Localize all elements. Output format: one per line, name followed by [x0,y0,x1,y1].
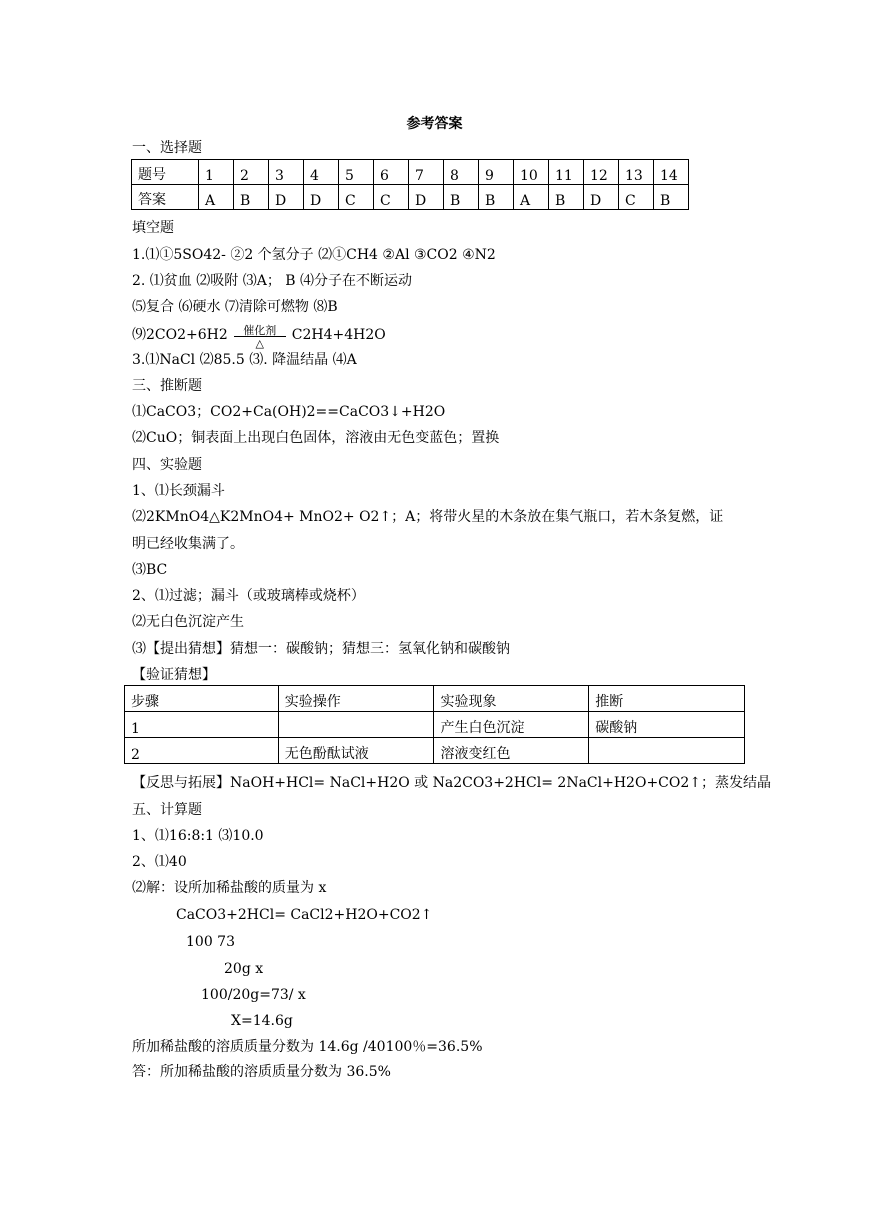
verify-table-cell [278,712,434,738]
calc-solution-intro: ⑵解：设所加稀盐酸的质量为 x [132,880,327,896]
calc-known-values: 20g x [224,961,264,977]
calc-result: X=14.6g [231,1013,293,1029]
catalyst-condition [232,324,288,350]
verify-table-header: 推断 [589,686,745,712]
answer-cell: A [514,185,549,210]
experiment-answer-2b: ⑵无白色沉淀产生 [132,614,244,630]
calc-answer-2: 2、⑴40 [132,854,187,870]
section-calculation-heading: 五、计算题 [132,802,202,818]
question-number-cell: 6 [374,160,409,185]
answer-cell: D [409,185,444,210]
calc-answer-1: 1、⑴16:8:1 ⑶10.0 [132,828,264,844]
experiment-answer-1b: ⑵2KMnO4△K2MnO4+ MnO2+ O2↑；A；将带火星的木条放在集气瓶口，若木条复燃，证 [132,509,724,525]
verify-table-cell [589,738,745,764]
fill-answer-2b: ⑸复合 ⑹硬水 ⑺清除可燃物 ⑻B [132,299,338,315]
answer-cell: C [619,185,654,210]
experiment-answer-1d: ⑶BC [132,562,168,578]
section-experiment-heading: 四、实验题 [132,457,202,473]
experiment-answer-2c: ⑶【提出猜想】猜想一：碳酸钠；猜想三：氢氧化钠和碳酸钠 [132,641,510,657]
inference-answer-1: ⑴CaCO3；CO2+Ca(OH)2==CaCO3↓+H2O [132,404,446,420]
verify-table-row [125,738,745,764]
answer-cell: D [304,185,339,210]
reflection-answer: 【反思与拓展】NaOH+HCl= NaCl+H2O 或 Na2CO3+2HCl= 2NaCl+H2O+CO2↑；蒸发结晶 [132,775,771,791]
experiment-answer-1c: 明已经收集满了。 [132,536,244,552]
answer-cell: C [339,185,374,210]
verify-table-header-row [125,686,745,712]
calc-molar-ratio: 100 73 [186,934,235,950]
calc-equation: CaCO3+2HCl= CaCl2+H2O+CO2↑ [176,907,433,923]
question-number-cell: 4 [304,160,339,185]
section-inference-heading: 三、推断题 [132,378,202,394]
question-number-cell: 14 [654,160,689,185]
verify-table-header: 步骤 [125,686,279,712]
verify-table-cell: 1 [125,712,279,738]
answer-cell: D [584,185,619,210]
verify-table-header: 实验操作 [278,686,434,712]
answer-table-answer-row [132,185,689,210]
question-number-cell: 10 [514,160,549,185]
answer-table-number-row [132,160,689,185]
answer-table-row-head: 答案 [132,185,199,210]
answer-cell: B [444,185,479,210]
calc-final-answer: 答：所加稀盐酸的溶质质量分数为 36.5% [132,1064,391,1080]
fill-answer-2c [132,324,386,350]
answer-cell: C [374,185,409,210]
verify-table-cell: 碳酸钠 [589,712,745,738]
experiment-answer-1a: 1、⑴长颈漏斗 [132,483,225,499]
question-number-cell: 7 [409,160,444,185]
section-choice-heading: 一、选择题 [132,140,202,156]
verify-table [124,685,745,764]
heat-symbol: △ [255,337,264,350]
verify-table-cell: 产生白色沉淀 [434,712,589,738]
fill-answer-3: 3.⑴NaCl ⑵85.5 ⑶. 降温结晶 ⑷A [132,352,357,368]
answer-cell: D [269,185,304,210]
verify-heading: 【验证猜想】 [132,667,216,683]
answer-cell: A [199,185,234,210]
answer-cell: B [234,185,269,210]
question-number-cell: 5 [339,160,374,185]
question-number-cell: 11 [549,160,584,185]
question-number-cell: 2 [234,160,269,185]
question-number-cell: 13 [619,160,654,185]
section-fill-heading: 填空题 [132,220,174,236]
answer-table-row-head: 题号 [132,160,199,185]
calc-fraction-statement: 所加稀盐酸的溶质质量分数为 14.6g /40100％=36.5% [132,1039,483,1055]
verify-table-row [125,712,745,738]
fill-answer-1: 1.⑴①5SO42- ②2 个氢分子 ⑵①CH4 ②Al ③CO2 ④N2 [132,247,496,263]
answer-table [131,159,689,210]
question-number-cell: 1 [199,160,234,185]
answer-cell: B [549,185,584,210]
calc-proportion: 100/20g=73/ x [201,987,306,1003]
page-title: 参考答案 [406,116,463,132]
verify-table-header: 实验现象 [434,686,589,712]
question-number-cell: 3 [269,160,304,185]
verify-table-cell: 2 [125,738,279,764]
inference-answer-2: ⑵CuO；铜表面上出现白色固体，溶液由无色变蓝色；置换 [132,430,500,446]
equation-right: C2H4+4H2O [291,327,386,343]
verify-table-cell: 溶液变红色 [434,738,589,764]
experiment-answer-2a: 2、⑴过滤；漏斗（或玻璃棒或烧杯） [132,588,365,604]
answer-cell: B [654,185,689,210]
question-number-cell: 9 [479,160,514,185]
fill-answer-2a: 2. ⑴贫血 ⑵吸附 ⑶A； B ⑷分子在不断运动 [132,273,413,289]
answer-cell: B [479,185,514,210]
question-number-cell: 12 [584,160,619,185]
question-number-cell: 8 [444,160,479,185]
verify-table-cell: 无色酚酞试液 [278,738,434,764]
catalyst-label: 催化剂 [243,324,277,337]
equation-left: ⑼2CO2+6H2 [132,327,228,343]
